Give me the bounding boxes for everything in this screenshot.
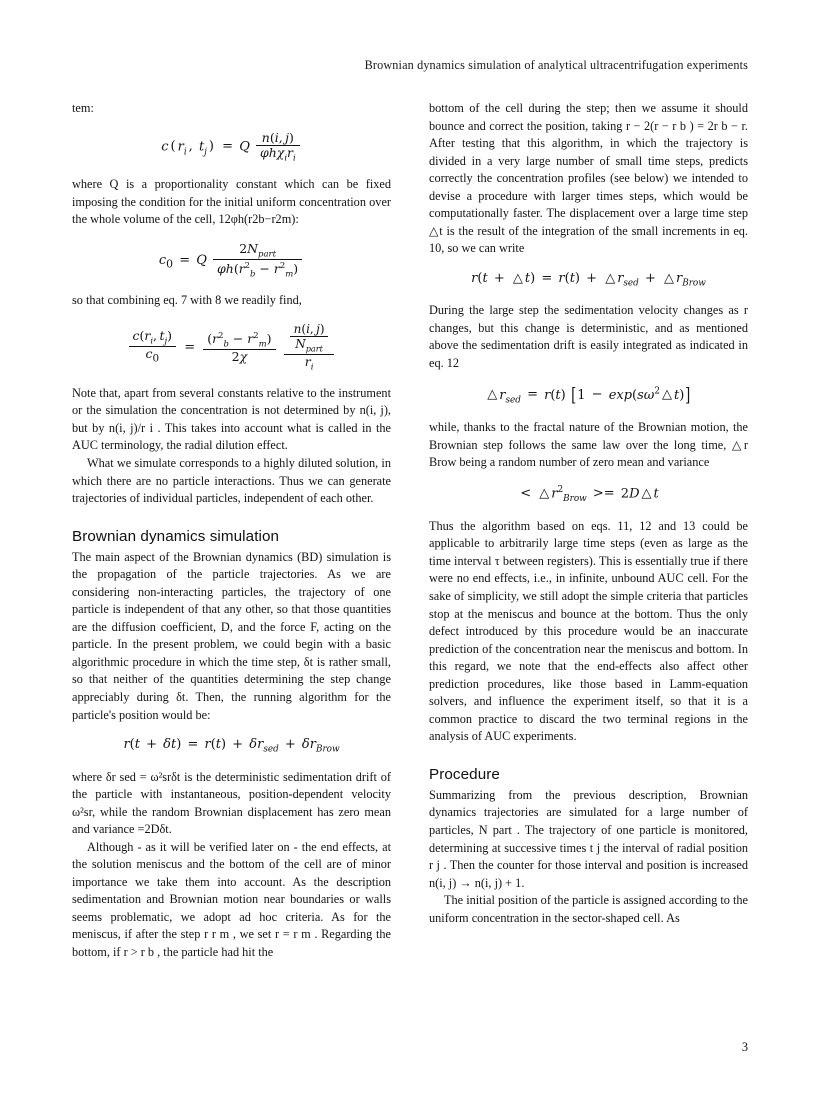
paragraph-bottom-of-cell: bottom of the cell during the step; then we assume it should bounce and correct the position, taking r − 2(r − r b ) = 2r b − r. After testing that this algorithm, in which the trajectory is divided in a very large number of small time steps, predicts correctly the concentration profiles (see below) we intended to devise a procedure with larger times steps, which would be computationally faster. The displacement over a large time step △t is the result of the integration of the small increments in eq. 10, so we can write: [429, 101, 748, 256]
paragraph-what-we-simulate: What we simulate corresponds to a highly diluted solution, in which there are no particle interactions. Thus we can generate trajectories of individual particles, independent of each other.: [72, 455, 391, 506]
page-number: 3: [741, 1040, 748, 1054]
equation-12: △ $r_{sed} = r(t) [1 - \exp(s\omega^2$ △ t)]: [487, 384, 691, 406]
paragraph-although: Although - as it will be verified later on - the end effects, at the solution meniscus and the bottom of the cell are of minor importance we take them into account. As the description sedimentation and Brownian motion near boundaries or walls seems problematic, we adopt ad hoc criteria. As for the meniscus, if after the step r r m , we set r = r m . Regarding the bottom, if r > r b , the particle had hit the: [72, 839, 391, 959]
equation-13: < △ $r^2_{Brow} >= 2D$ △ t: [520, 485, 659, 504]
running-head: Brownian dynamics simulation of analytical ultracentrifugation experiments: [364, 58, 748, 72]
section-heading-brownian-dynamics-simulation: Brownian dynamics simulation: [72, 527, 280, 545]
paragraph-while-fractal: while, thanks to the fractal nature of the Brownian motion, the Brownian step follows the same law over the long time, △r Brow being a random number of zero mean and variance: [429, 420, 748, 470]
left-column: [72, 100, 391, 962]
paragraph-summarizing: Summarizing from the previous description, Brownian dynamics trajectories are simulated for a large number of particles, N part . The trajectory of one particle is monitored, determining at successive times t j the interval of radial position r j . Then the counter for those interval and position is increased n(i, j) → n(i, j) + 1.: [429, 787, 748, 890]
paragraph-note-that: Note that, apart from several constants relative to the instrument or the simulation the concentration is not determined by n(i, j), but by n(i, j)/r i . This takes into account what is called in the AUC terminology, the radial dilution effect.: [72, 385, 391, 453]
equation-11: r(t + △ t) = r(t) + △ $r_{sed}$ + △ $r_{Brow}$: [471, 270, 706, 289]
paragraph-initial-position: The initial position of the particle is assigned according to the uniform concentration in the sector-shaped cell. As: [429, 893, 748, 925]
paragraph-tem: tem:: [72, 101, 94, 115]
right-column: [429, 100, 748, 962]
equation-8: $c_0 = Q$ $\frac{2N_{part}}{\varphi h(r^2_b - r^2_m)}$: [72, 243, 391, 278]
paragraph-where-delta-r: where δr sed = ω²srδt is the deterministic sedimentation drift of the particle with instantaneous, position-dependent velocity ω²sr, while the random Brownian displacement has zero mean and variance =2Dδt.: [72, 769, 391, 837]
paragraph-combining: so that combining eq. 7 with 8 we readily find,: [72, 292, 302, 307]
two-column-body: [72, 100, 748, 962]
paragraph-where-q: where Q is a proportionality constant which can be fixed imposing the condition for the initial uniform concentration over the whole volume of the cell, 12φh(r2b−r2m):: [72, 177, 391, 227]
equation-7: c ( $r_i$ , $t_j$ ) = Q $\frac{n(i, j)}{\varphi h\chi_ir_i}$: [72, 132, 391, 162]
equation-9: $\frac{c(r_i, t_j)}{c_0}$ = $\frac{(r^2_b - r^2_m)}{2\chi}$ $\frac{\frac{n(i, j)}{N_{part}}}{r_i}$: [72, 323, 391, 370]
paragraph-thus-algorithm: Thus the algorithm based on eqs. 11, 12 and 13 could be applicable to arbitrarily large time steps (even as large as the time interval τ between registers). This is essentially true if there were no end effects, i.e., in infinite, unbound AUC cell. For the sake of simplicity, we still adopt the simple criteria that particles stop at the meniscus and bounce at the bottom. Thus the only defect introduced by this procedure would be an inaccurate prediction of the concentration near the meniscus and bottom. In this regard, we note that the end-effects also affect other prediction procedures, like those based in Lamm-equation solvers, and influence the experiment itself, so that it is a common practice to discard the two terminal regions in the analysis of AUC experiments.: [429, 518, 748, 744]
paragraph-during-large-step: During the large step the sedimentation velocity changes as r changes, but this change is deterministic, and as mentioned above the sedimentation drift is easily integrated as indicated in eq. 12: [429, 303, 748, 370]
section-heading-procedure: Procedure: [429, 765, 500, 783]
equation-10: $r(t + \delta t) = r(t) + \delta r_{sed} + \delta r_{Brow}$: [123, 737, 340, 755]
paragraph-main-aspect: The main aspect of the Brownian dynamics (BD) simulation is the propagation of the particle trajectories. As we are considering non-interacting particles, the trajectory of one particle is independent of that any other, so that those quantities are the diffusion coefficient, D, and the force F, acting on the particle. In the present problem, we could begin with a basic algorithmic procedure in which the time step, δt is rather small, so that neither of the quantities determining the step change appreciably during δt. Then, the running algorithm for the particle's position would be:: [72, 549, 391, 722]
